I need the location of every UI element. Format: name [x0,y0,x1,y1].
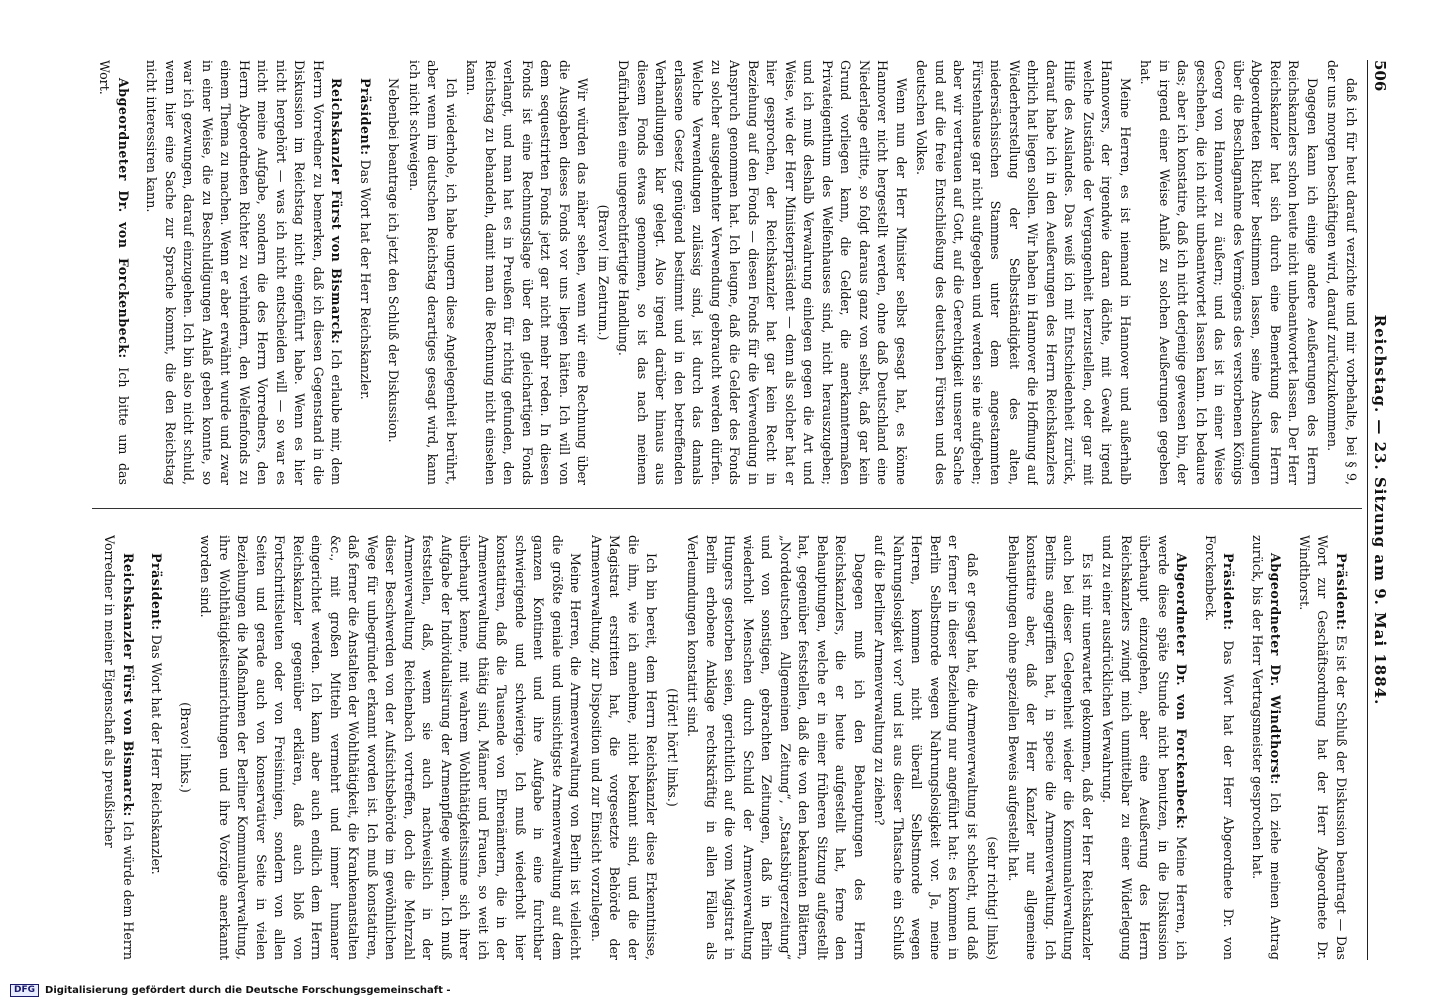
speaker-name: Reichskanzler Fürst von Bismarck: [329,78,345,345]
speaker-name: Abgeordneter Dr. von Forckenbeck: [1174,553,1190,830]
page-number: 506 [1371,60,1389,92]
paragraph [1098,535,1191,960]
column-divider [92,508,1362,509]
paragraph-text: daß er gesagt hat, die Armenverwaltung ist schlecht, und daß er ferner in dieser Beziehung nur angeführt hat: es kommen in Berlin Selbstmorde wegen Nahrungslosigkeit vor. Ja, meine Herren, kommen nicht überall Selbstmorde wegen Nahrungslosigkeit vor? und ist aus dieser Thatsache ein Schluß auf die Berliner Armenverwaltung zu ziehen? [872,535,980,960]
speaker-name: Präsident: [358,78,373,156]
paragraph [95,60,132,485]
paragraph-text: Meine Herren, es ist niemand in Hannover und außerhalb Hannovers, der irgendwie daran dächte, mit Gewalt irgend welche Zustände der Vergangenheit herzustellen, oder gar mit Hilfe des Auslandes. Das weiß ich mit Entschiedenheit zurück, darauf habe ich in den Aeußerungen des Herrn Reichskanzlers ehrlich hat liegen sollen. Wir haben in Hannover die Hoffnung auf Wiederherstellung der Selbstständigkeit des alten, niedersächsischen Stammes unter dem angestammten Fürstenhause gar nicht aufgegeben und werden sie nie aufgeben; aber wir vertrauen auf Gott, auf die Gerechtigkeit unserer Sache und auf die freie Entschließung des deutschen Fürsten und des deutschen Volkes. [914,60,1133,485]
speaker-name: Reichskanzler Fürst von Bismarck: [121,553,136,817]
left-text-column [95,60,1360,485]
document-page [70,40,1400,980]
paragraph-text: Das Wort hat der Herr Reichskanzler. [149,634,165,875]
digitization-footer [10,984,610,997]
paragraph-text: Ich ziehe meinen Antrag zurück, bis der Herr Vertragsmeister gesprochen hat. [1250,535,1284,960]
paragraph-text: Ich erlaube mir, dem Herrn Vorredner zu bemerken, daß ich diesen Gegenstand in die Diskussion im Reichstag nicht eingeführt habe. Wenn es hier nicht hergehört — was ich nicht entscheiden will — so war es nicht meine Aufgabe, sondern die des Herrn Vorredners, den Herrn Abgeordneten Richter zu verhindern, den Welfenfonds zu einem Thema zu machen. Wenn er aber erwähnt wurde und zwar in einer Weise, die zu Beschuldigungen Anlaß geben konnte, so war ich gezwungen, darauf einzugehen. Ich bin also nicht schuld, wenn hier eine Sache zur Sprache kommt, die den Reichstag nicht interessiren kann. [144,60,345,485]
speaker-name: Abgeordneter Dr. von Forckenbeck: [116,78,131,359]
paragraph [1201,535,1238,960]
speaker-name: Abgeordneter Dr. Windthorst: [1268,553,1284,785]
paragraph [1004,535,1097,960]
paragraph-text: Das Wort hat der Herr Reichskanzler. [358,159,373,400]
footer-credit-text: Digitalisierung gefördert durch die Deutsche Forschungsgemeinschaft - [45,985,451,996]
page-header [1367,60,1392,960]
paragraph [912,60,1134,485]
paragraph [1136,60,1321,485]
page-running-title: Reichstag. — 23. Sitzung am 9. Mai 1884. [1371,314,1389,706]
paragraph-text: (Bravo! im Zentrum.) [596,204,611,341]
paragraph [384,60,403,485]
paragraph-text: Nebenbei beantrage ich jetzt den Schluß der Diskussion. [386,78,402,443]
speaker-name: Präsident: [149,553,165,631]
paragraph-text: Es ist der Schluß der Diskussion beantragt — Das Wort zur Geschäftsordnung hat der Herr Abgeordnete Dr. Windthorst. [1297,535,1349,960]
paragraph [462,60,592,485]
paragraph-text: Wenn nun der Herr Minister selbst gesagt hat, es könne Hannover nicht hergestellt werden, ohne daß Deutschland eine Niederlage erlitte, so folgt daraus ganz von selbst, daß gar kein Grund vorliegen kann, die Gelder, die anerkanntermaßen Privateigenthum des Welfenhauses sind, nicht herauszugeben; und ich muß deshalb Verwahrung einlegen gegen die Art und Weise, wie der Herr Ministerpräsident — denn als solcher hat er hier gesprochen, der Reichskanzler hat gar kein Recht in Beziehung auf den Fonds — diesen Fonds für die Verwendung in Anspruch genommen hat. Ich leugne, daß die Gelder des Fonds zu solcher ausgedehnter Verwendung gebraucht werden dürfen. Welche Verwendungen zulässig sind, ist durch das damals erlassene Gesetz genügend bestimmt und in den betreffenden Verhandlungen klar gelegt. Also irgend darüber hinaus aus diesem Fonds etwas genommen, so ist das nach meinem Dafürhalten eine ungerechtfertigte Handlung. [616,60,909,485]
paragraph [1295,535,1351,960]
paragraph [196,535,585,960]
paragraph [983,535,1002,960]
paragraph-text: Meine Herren, die Armenverwaltung von Berlin ist vielleicht die größte geniale und umsichtigste Armenverwaltung auf dem ganzen Kontinent und ihre Aufgabe in eine furchtbar schwierigende und schwierige. Ich muß wiederholt hier konstatiren, daß die Tausende von Ehrenämtern, die in der Armenverwaltung thätig sind, Männer und Frauen, so weit ich überhaupt kenne, mit wahrem Wohlthätigkeitssinne sich ihrer Aufgabe der Individualisirung der Armenpflege widmen. Ich muß feststellen, daß, wenn sie auch nachweislich in der Armenverwaltung Reichenbach vortreffen, doch die Mehrzahl dieser Beschwerden von der Aufsichtsbehörde im gewöhnlichen Wege für unbegründet erkannt worden ist. Ich muß konstatiren, daß ferner die Anstalten der Wohlthätigkeit, die Krankenanstalten &c., mit großen Mitteln vermehrt und immer humaner eingerichtet werden. Ich kann aber auch endlich dem Herrn Reichskanzler gegenüber erklären, daß auch bloß von Fortschrittsleuten oder von Freisinnigen, sondern von allen Seiten und gerade auch von konservativer Seite in vielen Beziehungen die Maßnahmen der Berliner Kommunalverwaltung, ihre Wohlthätigkeitseinrichtungen und ihre Vorzüge anerkannt worden sind. [198,535,584,960]
paragraph [100,535,137,960]
paragraph-text: (sehr richtig! links) [985,836,1001,960]
paragraph-text: daß ich für heut darauf verzichte und mir vorbehalte, bei § 9, der uns morgen beschäftigen wird, darauf zurückzukommen. [1325,60,1359,485]
paragraph [1248,535,1285,960]
paragraph-text: (Bravo! links.) [178,702,193,793]
speaker-name: Präsident: [1221,553,1237,631]
right-text-column [95,535,1360,960]
paragraph-text: Dagegen kann ich einige andere Aeußerungen des Herrn Reichskanzlers schon heute nicht unbeantwortet lassen. Der Herr Reichskanzler hat sich durch eine Bemerkung des Herrn Abgeordneten Richter bestimmen lassen, seine Anschauungen über die Beschlagnahme des Vermögens des verstorbenen Königs Georg von Hannover zu äußern; und das ist in einer Weise geschehen, die ich nicht unbeantwortet lassen kann. Ich bedaure das; aber ich konstatire, daß ich nicht derjenige gewesen bin, der in irgend einer Weise Anlaß zu solchen Aeußerungen gegeben hat. [1138,60,1320,485]
paragraph-text: Ich bin bereit, dem Herrn Reichskanzler diese Erkenntnisse, die ihm, wie ich annehme, nicht bekannt sind, und die der Magistrat erstritten hat, die vorgesetzte Behörde der Armenverwaltung, zur Disposition und zur Einsicht vorzulegen. [589,535,660,960]
paragraph [587,535,661,960]
paragraph-text: Ich würde dem Herrn Vorredner in meiner Eigenschaft als preußischer [102,535,136,960]
paragraph-text: Meine Herren, ich werde diese späte Stunde nicht benutzen, in die Diskussion überhaupt einzugehen, aber eine Aeußerung des Herrn Reichskanzlers zwingt mich unmittelbar zu einer Widerlegung und zu einer ausdrücklichen Verwahrung. [1100,535,1190,960]
paragraph [176,535,195,960]
dfg-logo-icon: DFG [10,984,39,997]
paragraph [870,535,981,960]
paragraph-text: Ich wiederhole, ich habe ungern diese Angelegenheit berührt, aber wenn im deutschen Reichstag derartiges gesagt wird, kann ich nicht schweigen. [407,60,459,485]
paragraph [147,535,166,960]
paragraph [356,60,375,485]
paragraph-text: Es ist mir unerwartet gekommen, daß der Herr Reichskanzler auch bei dieser Gelegenheit wieder die Kommunalverwaltung Berlins angegriffen hat, in specie die Armenverwaltung. Ich konstatire aber, daß der Herr Kanzler nur allgemeine Behauptungen ohne speziellen Beweis aufgestellt hat. [1006,535,1095,960]
paragraph [683,535,868,960]
paragraph-text: Wir würden das näher sehen, wenn wir eine Rechnung über die Ausgaben dieses Fonds vor uns liegen hätten. Ich will von dem sequestrirten Fonds jetzt gar nicht mehr reden. In diesen Fonds ist eine Rechnungslage über den gleichartigen Fonds verlangt, und man hat es in Preußen für richtig gefunden, den Reichstag zu behandeln, damit man die Rechnung nicht einsehen kann. [464,60,591,485]
paragraph [142,60,346,485]
paragraph [594,60,613,485]
paragraph [405,60,461,485]
paragraph [663,535,682,960]
paragraph [1323,60,1360,485]
speaker-name: Präsident: [1334,553,1349,631]
paragraph-text: Dagegen muß ich den Behauptungen des Herrn Reichskanzlers, die er heute aufgestellt hat, ferne den Behauptungen, welche er in einer früheren Sitzung aufgestellt hat, gegenüber feststellen, daß die von den bekannten Blättern, „Norddeutschen Allgemeinen Zeitung“, „Staatsbürgerzeitung“ und von sonstigen, gebrachten Zeitungen, daß in Berlin wiederholt Menschen durch Schuld der Armenverwaltung Hungers gestorben seien, gerichtlich auf die vom Magistrat in Berlin erhobene Anklage rechtskräftig in allen Fällen als Verleumdungen konstatirt sind. [685,535,867,960]
paragraph-text: Das Wort hat der Herr Abgeordnete Dr. von Forckenbeck. [1203,535,1237,960]
paragraph [614,60,910,485]
paragraph-text: (Hört! hört! links.) [665,688,680,807]
paragraph-text: Ich bitte um das Wort. [97,60,131,485]
